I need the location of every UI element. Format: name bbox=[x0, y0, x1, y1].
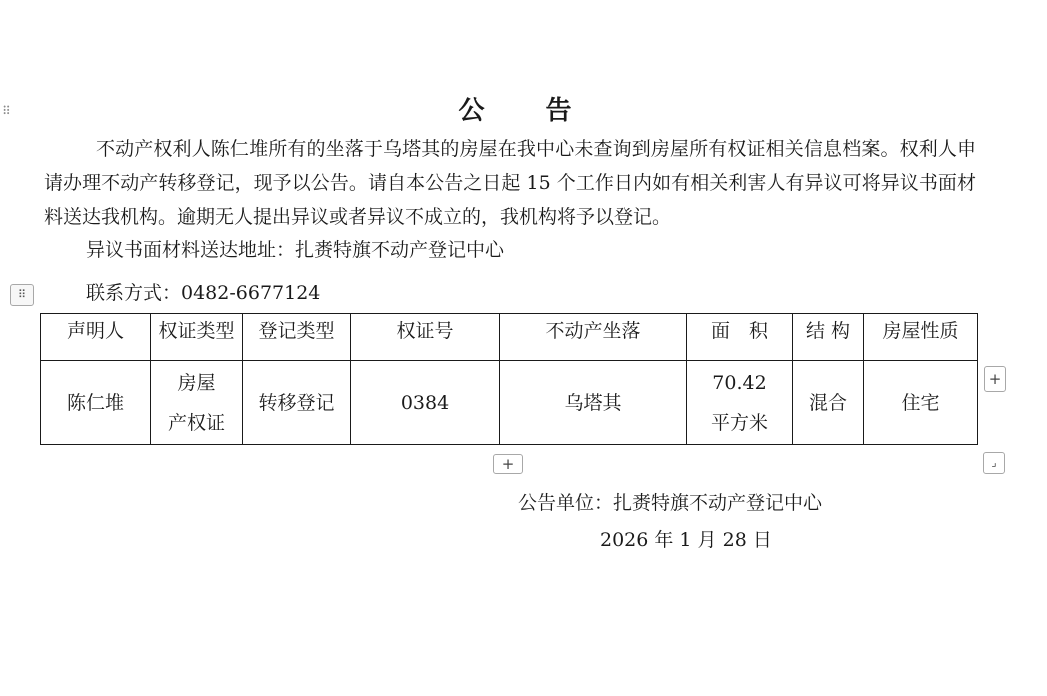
add-column-icon[interactable]: + bbox=[984, 366, 1006, 392]
cell-nature[interactable]: 住宅 bbox=[864, 361, 978, 445]
cell-area-unit: 平方米 bbox=[710, 411, 768, 434]
page-title: 公 告 bbox=[458, 96, 598, 126]
table-move-handle-icon[interactable]: ⠿ bbox=[10, 284, 34, 306]
cell-area[interactable] bbox=[687, 361, 793, 445]
contact-line: 联系方式：0482-6677124 bbox=[86, 282, 321, 304]
header-cert-no[interactable]: 权证号 bbox=[351, 314, 500, 361]
cell-structure[interactable]: 混合 bbox=[793, 361, 864, 445]
cell-cert-no[interactable]: 0384 bbox=[351, 361, 500, 445]
header-area[interactable]: 面 积 bbox=[687, 314, 793, 361]
header-reg-type[interactable]: 登记类型 bbox=[243, 314, 351, 361]
cell-cert-type-line1: 房屋 bbox=[177, 371, 216, 394]
cell-cert-type-line2: 产权证 bbox=[167, 411, 225, 434]
notice-paragraph: 不动产权利人陈仁堆所有的坐落于乌塔其的房屋在我中心未查询到房屋所有权证相关信息档案。权利人申请办理不动产转移登记，现予以公告。请自本公告之日起 15 个工作日内如有相关利害人有异议可将异议书面材料送达我机构。逾期无人提出异议或者异议不成立的，我机构将予以登记。 bbox=[44, 138, 976, 228]
cell-reg-type[interactable]: 转移登记 bbox=[243, 361, 351, 445]
header-cert-type[interactable]: 权证类型 bbox=[151, 314, 243, 361]
drag-handle-icon[interactable]: ⠿ bbox=[2, 104, 11, 118]
footer-date: 2026 年 1 月 28 日 bbox=[600, 529, 772, 551]
address-line: 异议书面材料送达地址：扎赉特旗不动产登记中心 bbox=[86, 239, 505, 261]
table-header-row bbox=[41, 314, 978, 361]
notice-table bbox=[40, 313, 978, 445]
cell-area-value: 70.42 bbox=[712, 371, 767, 394]
cell-declarant[interactable]: 陈仁堆 bbox=[41, 361, 151, 445]
table-resize-icon[interactable]: ⌟ bbox=[983, 452, 1005, 474]
footer-unit: 公告单位：扎赉特旗不动产登记中心 bbox=[518, 492, 823, 514]
cell-cert-type[interactable] bbox=[151, 361, 243, 445]
table-row bbox=[41, 361, 978, 445]
cell-location[interactable]: 乌塔其 bbox=[500, 361, 687, 445]
header-nature[interactable]: 房屋性质 bbox=[864, 314, 978, 361]
header-location[interactable]: 不动产坐落 bbox=[500, 314, 687, 361]
header-declarant[interactable]: 声明人 bbox=[41, 314, 151, 361]
add-row-icon[interactable]: + bbox=[493, 454, 523, 474]
header-structure[interactable]: 结 构 bbox=[793, 314, 864, 361]
